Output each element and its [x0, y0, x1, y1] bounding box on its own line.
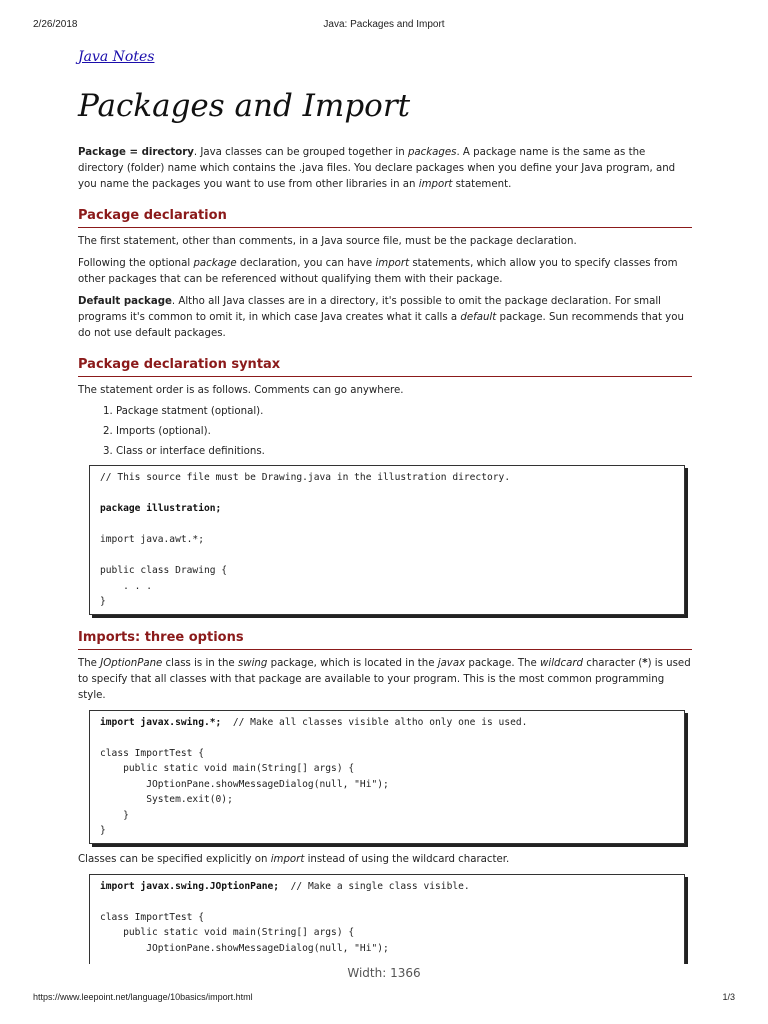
imp-p1-text-2: class is in the	[162, 657, 238, 669]
code-line-bold: import javax.swing.JOptionPane;	[100, 880, 280, 892]
code-line-bold: package illustration;	[100, 503, 222, 514]
pkg-paragraph-1: The first statement, other than comments, in a Java source file, must be the package declaration.	[78, 236, 577, 247]
print-url: https://www.leepoint.net/language/10basics/import.html	[33, 992, 253, 1002]
code-line: import java.awt.*;	[100, 534, 204, 545]
print-title: Java: Packages and Import	[323, 19, 445, 30]
imp-p1-bold: *	[642, 657, 648, 669]
list-item: 3. Class or interface definitions.	[116, 445, 692, 459]
code-line: public class Drawing {	[100, 565, 228, 576]
print-header	[33, 19, 735, 33]
pkg-p2-em-1: package	[193, 258, 237, 269]
document-content	[78, 46, 692, 980]
imp-p2-em-1: import	[270, 853, 305, 865]
page-number: 1/3	[722, 992, 735, 1002]
intro-text-2: . A package name is the same as the directory (folder) name which contains the .java files. You declare packages when you define your Java program, and you name the packages you want to use from other libraries in an	[78, 147, 676, 190]
code-line: // This source file must be Drawing.java in the illustration directory.	[100, 472, 511, 483]
code-line: System.exit(0);	[100, 794, 233, 805]
intro-em-1: packages	[407, 147, 457, 158]
list-item: 2. Imports (optional).	[116, 425, 692, 439]
imp-p2-text-1: Classes can be specified explicitly on	[78, 853, 271, 865]
imp-p1-em-1: JOptionPane	[100, 657, 163, 669]
syntax-paragraph: The statement order is as follows. Comments can go anywhere.	[78, 385, 404, 396]
code-line: public static void main(String[] args) {	[100, 763, 355, 774]
intro-paragraph	[78, 145, 692, 193]
intro-text-1: . Java classes can be grouped together in	[193, 147, 408, 158]
heading-package-declaration: Package declaration	[78, 207, 692, 228]
width-label: Width: 1366	[0, 964, 768, 980]
pkg-p2-text-1: Following the optional	[78, 258, 194, 269]
imp-p1-text-1: The	[78, 657, 101, 669]
code-comment: // Make all classes visible altho only one is used.	[221, 716, 528, 728]
code-line: }	[100, 596, 106, 607]
intro-em-2: import	[418, 179, 453, 190]
print-footer	[33, 992, 735, 1006]
pkg-p3-text-1: . Altho all Java classes are in a directory, it's possible to omit the package declaration. For small programs it's common to omit it, in which case Java creates what it calls a	[78, 296, 662, 323]
pkg-p2-text-3: statements, which allow you to specify classes from other packages that can be referenced without qualifying them with their package.	[78, 258, 678, 285]
code-block-explicit	[89, 874, 685, 972]
pkg-p2-em-2: import	[375, 258, 410, 269]
imp-p1-text-5: character (	[583, 657, 643, 669]
pkg-p3-text-2: package. Sun recommends that you do not use default packages.	[78, 312, 684, 339]
imp-p1-text-4: package. The	[465, 657, 541, 669]
order-list	[78, 405, 692, 459]
java-notes-link[interactable]: Java Notes	[78, 49, 155, 65]
imports-paragraph-1	[78, 656, 692, 704]
code-line: }	[100, 825, 106, 836]
intro-text-3: statement.	[452, 179, 512, 190]
code-comment: // Make a single class visible.	[279, 880, 470, 892]
code-line: JOptionPane.showMessageDialog(null, "Hi");	[100, 778, 389, 790]
imp-p1-em-2: swing	[237, 657, 268, 669]
code-line: public static void main(String[] args) {	[100, 927, 355, 938]
code-line: class ImportTest {	[100, 911, 204, 923]
pkg-p3-bold: Default package	[78, 296, 172, 307]
pkg-p2-text-2: declaration, you can have	[236, 258, 376, 269]
imp-p1-text-6: ) is used to specify that all classes with that package are available to your program. This is the most common programming style.	[78, 657, 691, 701]
pkg-p3-em-1: default	[460, 312, 497, 323]
page-title: Packages and Import	[78, 88, 411, 124]
list-item: 1. Package statment (optional).	[116, 405, 692, 419]
print-date: 2/26/2018	[33, 19, 78, 30]
imp-p2-text-2: instead of using the wildcard character.	[304, 853, 510, 865]
code-line: }	[100, 809, 129, 821]
imp-p1-em-3: javax	[437, 657, 466, 669]
code-block-wildcard	[89, 710, 685, 844]
imports-paragraph-2	[78, 852, 692, 868]
imp-p1-em-4: wildcard	[540, 657, 583, 669]
code-block-package	[89, 465, 685, 615]
pkg-paragraph-2	[78, 256, 692, 288]
heading-imports: Imports: three options	[78, 629, 692, 650]
code-line: class ImportTest {	[100, 747, 204, 759]
code-line: JOptionPane.showMessageDialog(null, "Hi");	[100, 942, 389, 954]
heading-syntax: Package declaration syntax	[78, 356, 692, 377]
intro-bold: Package = directory	[78, 147, 194, 158]
code-line: . . .	[100, 580, 152, 592]
code-line-bold: import javax.swing.*;	[100, 716, 222, 728]
pkg-paragraph-3	[78, 294, 692, 342]
imp-p1-text-3: package, which is located in the	[267, 657, 438, 669]
